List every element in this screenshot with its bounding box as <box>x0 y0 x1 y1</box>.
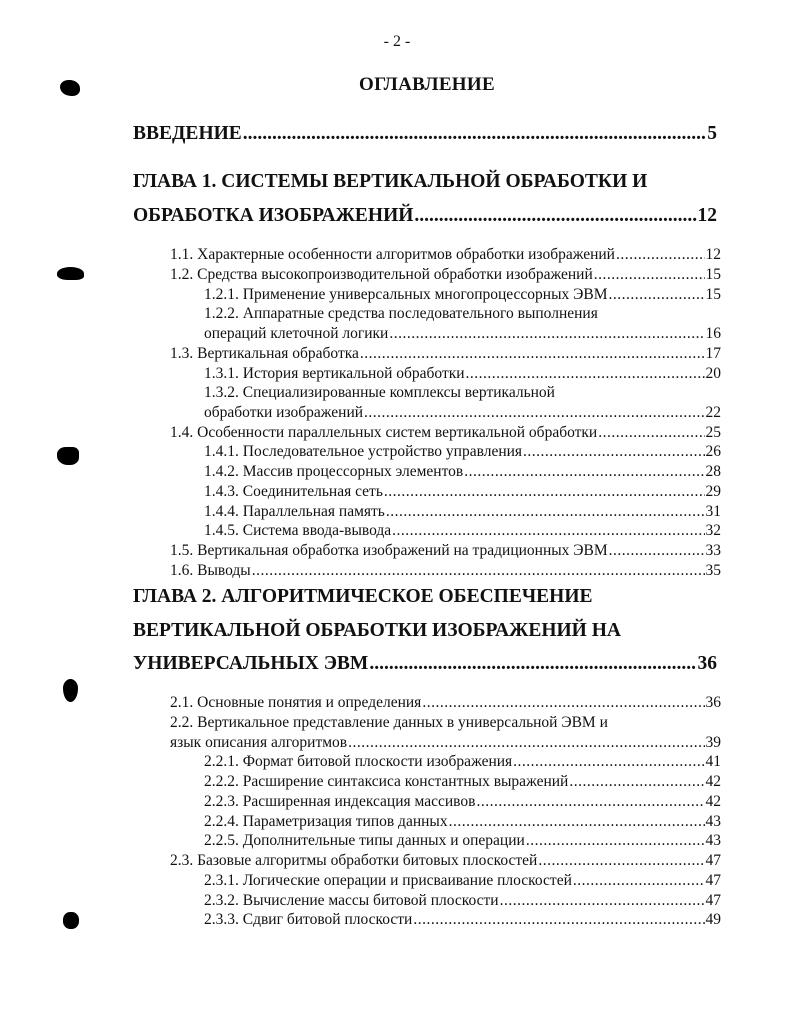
toc-entry-page: 20 <box>705 365 721 382</box>
toc-entry-page: 32 <box>705 522 721 539</box>
toc-entry-label: 1.6. Выводы <box>170 562 251 579</box>
toc-entry-label: 2.1. Основные понятия и определения <box>170 694 422 711</box>
scan-blot <box>63 912 79 929</box>
toc-entry-page: 22 <box>705 404 721 421</box>
toc-entry[interactable] <box>204 753 721 771</box>
leader-dots <box>609 542 705 560</box>
toc-entry-label: 1.3. Вертикальная обработка <box>170 345 359 362</box>
scan-blot <box>57 447 79 465</box>
toc-entry-label: 1.2.1. Применение универсальных многопроцессорных ЭВМ <box>204 286 608 303</box>
leader-dots <box>598 424 704 442</box>
toc-entry-label: 1.1. Характерные особенности алгоритмов обработки изображений <box>170 246 615 263</box>
toc-entry-page: 28 <box>705 463 721 480</box>
toc-entry-page: 12 <box>697 205 717 226</box>
leader-dots <box>389 325 704 343</box>
toc-entry[interactable] <box>170 246 721 264</box>
toc-entry-page: 12 <box>705 246 721 263</box>
toc-entry-label-line1: 1.2.2. Аппаратные средства последовательного выполнения <box>204 305 598 322</box>
toc-entry-intro[interactable] <box>133 123 717 145</box>
leader-dots <box>364 404 704 422</box>
chapter-1-title-line1: ГЛАВА 1. СИСТЕМЫ ВЕРТИКАЛЬНОЙ ОБРАБОТКИ И <box>133 171 648 192</box>
toc-entry-label: ВВЕДЕНИЕ <box>133 123 242 144</box>
toc-entry[interactable] <box>204 404 721 422</box>
scan-blot <box>63 679 78 702</box>
leader-dots <box>384 483 705 501</box>
leader-dots <box>413 911 704 929</box>
chapter-2-title-line2: ВЕРТИКАЛЬНОЙ ОБРАБОТКИ ИЗОБРАЖЕНИЙ НА <box>133 620 621 641</box>
toc-entry[interactable] <box>170 562 721 580</box>
toc-entry-page: 47 <box>705 852 721 869</box>
toc-entry-label: 1.4.5. Система ввода-вывода <box>204 522 392 539</box>
toc-entry[interactable] <box>204 483 721 501</box>
toc-entry-page: 43 <box>705 832 721 849</box>
toc-entry-page: 29 <box>705 483 721 500</box>
toc-entry-label: 1.3.1. История вертикальной обработки <box>204 365 465 382</box>
toc-entry-label-line1: 1.3.2. Специализированные комплексы вертикальной <box>204 384 555 401</box>
toc-entry-label: 2.2.2. Расширение синтаксиса константных выражений <box>204 773 569 790</box>
toc-entry-label: 2.2.1. Формат битовой плоскости изображения <box>204 753 513 770</box>
leader-dots <box>392 522 704 540</box>
toc-entry-label: 1.4. Особенности параллельных систем вертикальной обработки <box>170 424 598 441</box>
leader-dots <box>476 793 704 811</box>
toc-entry-page: 36 <box>705 694 721 711</box>
toc-entry-page: 25 <box>705 424 721 441</box>
toc-entry-page: 16 <box>705 325 721 342</box>
toc-entry-label: операций клеточной логики <box>204 325 389 342</box>
leader-dots <box>464 463 704 481</box>
toc-entry-page: 15 <box>705 286 721 303</box>
toc-entry[interactable] <box>170 694 721 712</box>
toc-entry[interactable] <box>204 911 721 929</box>
toc-entry[interactable] <box>170 266 721 284</box>
leader-dots <box>466 365 705 383</box>
toc-entry-page: 36 <box>697 653 717 674</box>
leader-dots <box>616 246 705 264</box>
toc-entry-label: ОБРАБОТКА ИЗОБРАЖЕНИЙ <box>133 205 414 226</box>
toc-entry-label: 2.2.5. Дополнительные типы данных и операции <box>204 832 525 849</box>
toc-entry-page: 33 <box>705 542 721 559</box>
leader-dots <box>369 653 696 675</box>
toc-entry-page: 42 <box>705 793 721 810</box>
toc-entry-page: 15 <box>705 266 721 283</box>
toc-entry[interactable] <box>204 463 721 481</box>
toc-entry[interactable] <box>170 734 721 752</box>
toc-entry-page: 47 <box>705 892 721 909</box>
toc-entry-page: 35 <box>705 562 721 579</box>
toc-entry-page: 39 <box>705 734 721 751</box>
toc-entry[interactable] <box>204 872 721 890</box>
leader-dots <box>386 503 705 521</box>
toc-entry-label: 1.4.1. Последовательное устройство управления <box>204 443 523 460</box>
toc-entry[interactable] <box>170 345 721 363</box>
toc-entry-label: УНИВЕРСАЛЬНЫХ ЭВМ <box>133 653 369 674</box>
leader-dots <box>360 345 705 363</box>
toc-entry-page: 5 <box>707 123 717 144</box>
toc-entry[interactable] <box>204 522 721 540</box>
leader-dots <box>569 773 704 791</box>
toc-entry-chapter-2[interactable] <box>133 653 717 675</box>
page-number: - 2 - <box>383 33 411 50</box>
chapter-2-title-line1: ГЛАВА 2. АЛГОРИТМИЧЕСКОЕ ОБЕСПЕЧЕНИЕ <box>133 586 593 607</box>
leader-dots <box>573 872 705 890</box>
toc-entry-chapter-1[interactable] <box>133 205 717 227</box>
toc-entry-label: 2.2.4. Параметризация типов данных <box>204 813 448 830</box>
toc-entry[interactable] <box>204 813 721 831</box>
toc-entry-label: 2.3.2. Вычисление массы битовой плоскости <box>204 892 499 909</box>
toc-entry[interactable] <box>204 773 721 791</box>
leader-dots <box>513 753 704 771</box>
toc-entry-page: 17 <box>705 345 721 362</box>
leader-dots <box>500 892 705 910</box>
toc-entry-label-line1: 2.2. Вертикальное представление данных в универсальной ЭВМ и <box>170 714 608 731</box>
leader-dots <box>243 123 706 145</box>
toc-title: ОГЛАВЛЕНИЕ <box>359 74 495 95</box>
toc-entry-page: 26 <box>705 443 721 460</box>
toc-entry[interactable] <box>204 286 721 304</box>
leader-dots <box>594 266 705 284</box>
toc-entry[interactable] <box>170 852 721 870</box>
toc-entry-page: 31 <box>705 503 721 520</box>
toc-entry[interactable] <box>204 325 721 343</box>
toc-entry[interactable] <box>204 832 721 850</box>
leader-dots <box>526 832 705 850</box>
toc-entry-label: язык описания алгоритмов <box>170 734 348 751</box>
toc-entry[interactable] <box>170 542 721 560</box>
toc-entry-label: 2.2.3. Расширенная индексация массивов <box>204 793 476 810</box>
toc-entry-page: 41 <box>705 753 721 770</box>
toc-entry-label: 1.5. Вертикальная обработка изображений на традиционных ЭВМ <box>170 542 608 559</box>
leader-dots <box>252 562 705 580</box>
toc-entry-page: 49 <box>705 911 721 928</box>
toc-entry-label: 2.3. Базовые алгоритмы обработки битовых плоскостей <box>170 852 538 869</box>
toc-entry[interactable] <box>204 443 721 461</box>
toc-entry-label: 1.2. Средства высокопроизводительной обработки изображений <box>170 266 593 283</box>
leader-dots <box>348 734 704 752</box>
toc-entry-page: 43 <box>705 813 721 830</box>
toc-entry-page: 42 <box>705 773 721 790</box>
leader-dots <box>609 286 705 304</box>
toc-entry-label: обработки изображений <box>204 404 364 421</box>
leader-dots <box>414 205 696 227</box>
leader-dots <box>538 852 704 870</box>
toc-entry[interactable] <box>170 424 721 442</box>
leader-dots <box>422 694 704 712</box>
leader-dots <box>523 443 704 461</box>
toc-entry-label: 1.4.2. Массив процессорных элементов <box>204 463 464 480</box>
toc-entry[interactable] <box>204 892 721 910</box>
scan-blot <box>57 267 84 280</box>
toc-entry-page: 47 <box>705 872 721 889</box>
toc-entry-label: 2.3.3. Сдвиг битовой плоскости <box>204 911 413 928</box>
toc-entry-label: 1.4.4. Параллельная память <box>204 503 385 520</box>
leader-dots <box>449 813 705 831</box>
toc-entry[interactable] <box>204 503 721 521</box>
toc-entry-label: 1.4.3. Соединительная сеть <box>204 483 383 500</box>
toc-entry[interactable] <box>204 793 721 811</box>
toc-entry[interactable] <box>204 365 721 383</box>
toc-entry-label: 2.3.1. Логические операции и присваивание плоскостей <box>204 872 572 889</box>
